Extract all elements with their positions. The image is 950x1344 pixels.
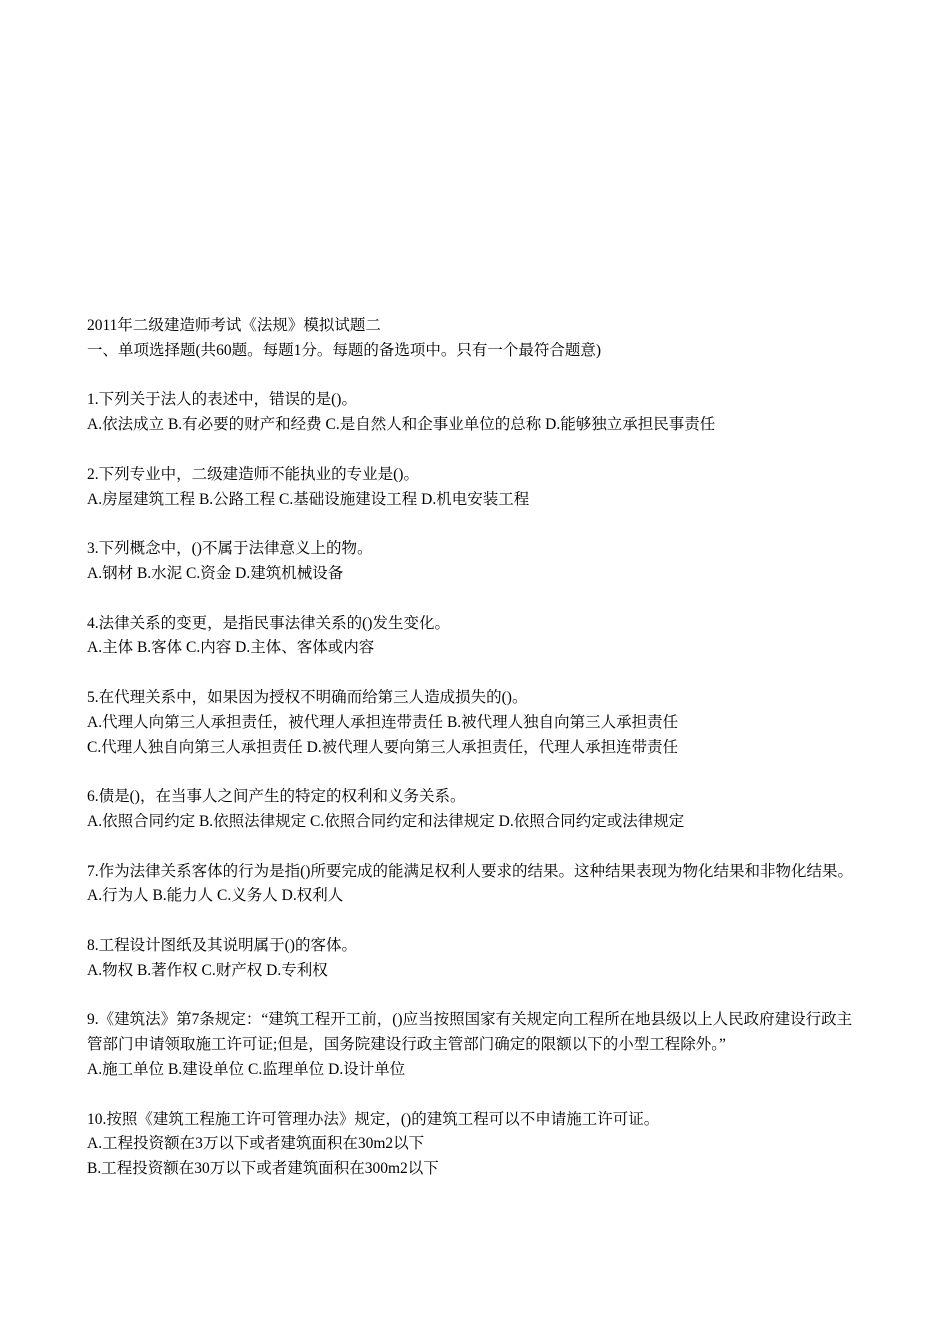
question-options: A.施工单位 B.建设单位 C.监理单位 D.设计单位 — [87, 1060, 406, 1078]
question-1 — [87, 388, 867, 438]
question-8 — [87, 934, 867, 984]
spacer — [87, 909, 867, 934]
question-4 — [87, 612, 867, 662]
question-stem: 7.作为法律关系客体的行为是指()所要完成的能满足权利人要求的结果。这种结果表现为物化结果和非物化结果。 — [87, 862, 853, 880]
question-options: A.依法成立 B.有必要的财产和经费 C.是自然人和企事业单位的总称 D.能够独立承担民事责任 — [87, 416, 716, 434]
question-stem: 9.《建筑法》第7条规定：“建筑工程开工前，()应当按照国家有关规定向工程所在地县级以上人民政府建设行政主管部门申请领取施工许可证;但是，国务院建设行政主管部门确定的限额以下的小型工程除外。” — [87, 1011, 853, 1054]
question-stem: 6.债是()，在当事人之间产生的特定的权利和义务关系。 — [87, 788, 466, 806]
question-stem: 4.法律关系的变更，是指民事法律关系的()发生变化。 — [87, 614, 450, 632]
spacer — [87, 587, 867, 612]
question-10 — [87, 1108, 867, 1182]
spacer — [87, 835, 867, 860]
question-stem: 2.下列专业中，二级建造师不能执业的专业是()。 — [87, 465, 419, 483]
question-options: A.物权 B.著作权 C.财产权 D.专利权 — [87, 961, 328, 979]
document-title: 2011年二级建造师考试《法规》模拟试题二 — [87, 317, 381, 334]
question-9 — [87, 1008, 867, 1082]
question-options: A.工程投资额在3万以下或者建筑面积在30m2以下 — [87, 1135, 425, 1153]
document-body — [87, 314, 867, 1182]
question-stem: 8.工程设计图纸及其说明属于()的客体。 — [87, 936, 357, 954]
question-options: A.主体 B.客体 C.内容 D.主体、客体或内容 — [87, 639, 375, 657]
question-options: B.工程投资额在30万以下或者建筑面积在300m2以下 — [87, 1160, 439, 1178]
question-2 — [87, 463, 867, 513]
question-options: A.房屋建筑工程 B.公路工程 C.基础设施建设工程 D.机电安装工程 — [87, 490, 530, 508]
question-stem: 5.在代理关系中，如果因为授权不明确而给第三人造成损失的()。 — [87, 688, 528, 706]
question-options: C.代理人独自向第三人承担责任 D.被代理人要向第三人承担责任，代理人承担连带责任 — [87, 738, 679, 756]
question-5 — [87, 686, 867, 760]
question-options: A.依照合同约定 B.依照法律规定 C.依照合同约定和法律规定 D.依照合同约定或法律规定 — [87, 812, 685, 830]
question-stem: 3.下列概念中，()不属于法律意义上的物。 — [87, 540, 373, 558]
spacer — [87, 364, 867, 389]
question-options: A.行为人 B.能力人 C.义务人 D.权利人 — [87, 887, 344, 905]
question-3 — [87, 537, 867, 587]
spacer — [87, 512, 867, 537]
question-7 — [87, 860, 867, 910]
question-6 — [87, 785, 867, 835]
question-options: A.代理人向第三人承担责任，被代理人承担连带责任 B.被代理人独自向第三人承担责任 — [87, 713, 679, 731]
spacer — [87, 438, 867, 463]
section-heading: 一、单项选择题(共60题。每题1分。每题的备选项中。只有一个最符合题意) — [87, 341, 602, 359]
spacer — [87, 760, 867, 785]
spacer — [87, 984, 867, 1009]
spacer — [87, 1083, 867, 1108]
question-stem: 10.按照《建筑工程施工许可管理办法》规定，()的建筑工程可以不申请施工许可证。 — [87, 1110, 660, 1128]
question-stem: 1.下列关于法人的表述中，错误的是()。 — [87, 391, 357, 409]
spacer — [87, 661, 867, 686]
question-options: A.钢材 B.水泥 C.资金 D.建筑机械设备 — [87, 564, 344, 582]
